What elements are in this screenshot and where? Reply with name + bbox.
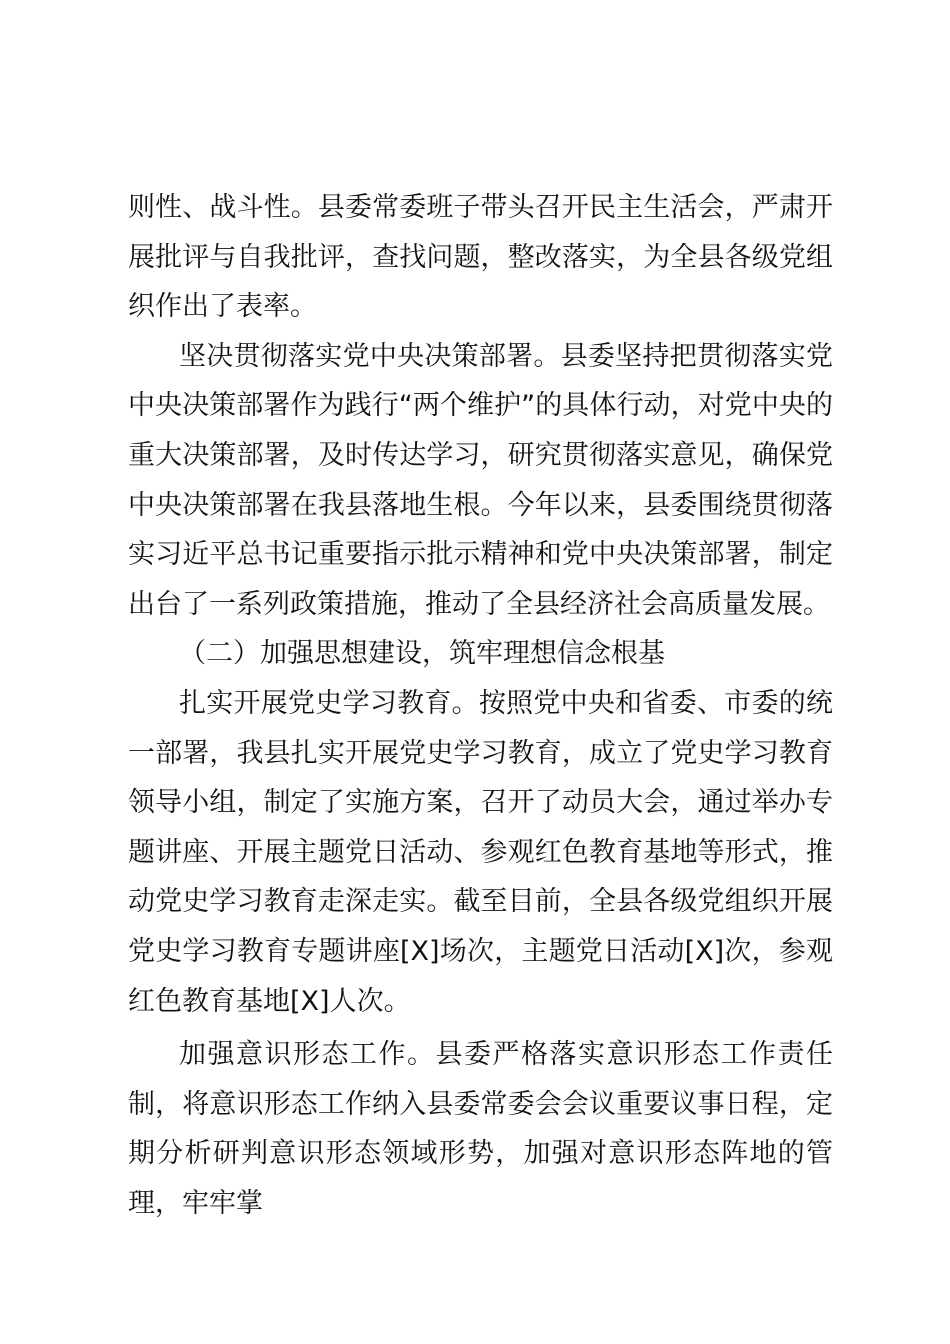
section-heading: （二）加强思想建设，筑牢理想信念根基 bbox=[179, 638, 665, 670]
paragraph: 坚决贯彻落实党中央决策部署。县委坚持把贯彻落实党中央决策部署作为践行“两个维护”的具体行动，对党中央的重大决策部署，及时传达学习，研究贯彻落实意见，确保党中央决策部署在我县落地生根。今年以来，县委围绕贯彻落实习近平总书记重要指示批示精神和党中央决策部署，制定出台了一系列政策措施，推动了全县经济社会高质量发展。 bbox=[128, 340, 833, 620]
paragraph: 扎实开展党史学习教育。按照党中央和省委、市委的统一部署，我县扎实开展党史学习教育，成立了党史学习教育领导小组，制定了实施方案，召开了动员大会，通过举办专题讲座、开展主题党日活动、参观红色教育基地等形式，推动党史学习教育走深走实。截至目前，全县各级党组织开展党史学习教育专题讲座[X]场次，主题党日活动[X]次，参观红色教育基地[X]人次。 bbox=[128, 687, 833, 1017]
paragraph: 则性、战斗性。县委常委班子带头召开民主生活会，严肃开展批评与自我批评，查找问题，整改落实，为全县各级党组织作出了表率。 bbox=[128, 192, 833, 323]
document-body bbox=[128, 183, 833, 1228]
paragraph: 加强意识形态工作。县委严格落实意识形态工作责任制，将意识形态工作纳入县委常委会会议重要议事日程，定期分析研判意识形态领域形势，加强对意识形态阵地的管理，牢牢掌 bbox=[128, 1039, 833, 1219]
